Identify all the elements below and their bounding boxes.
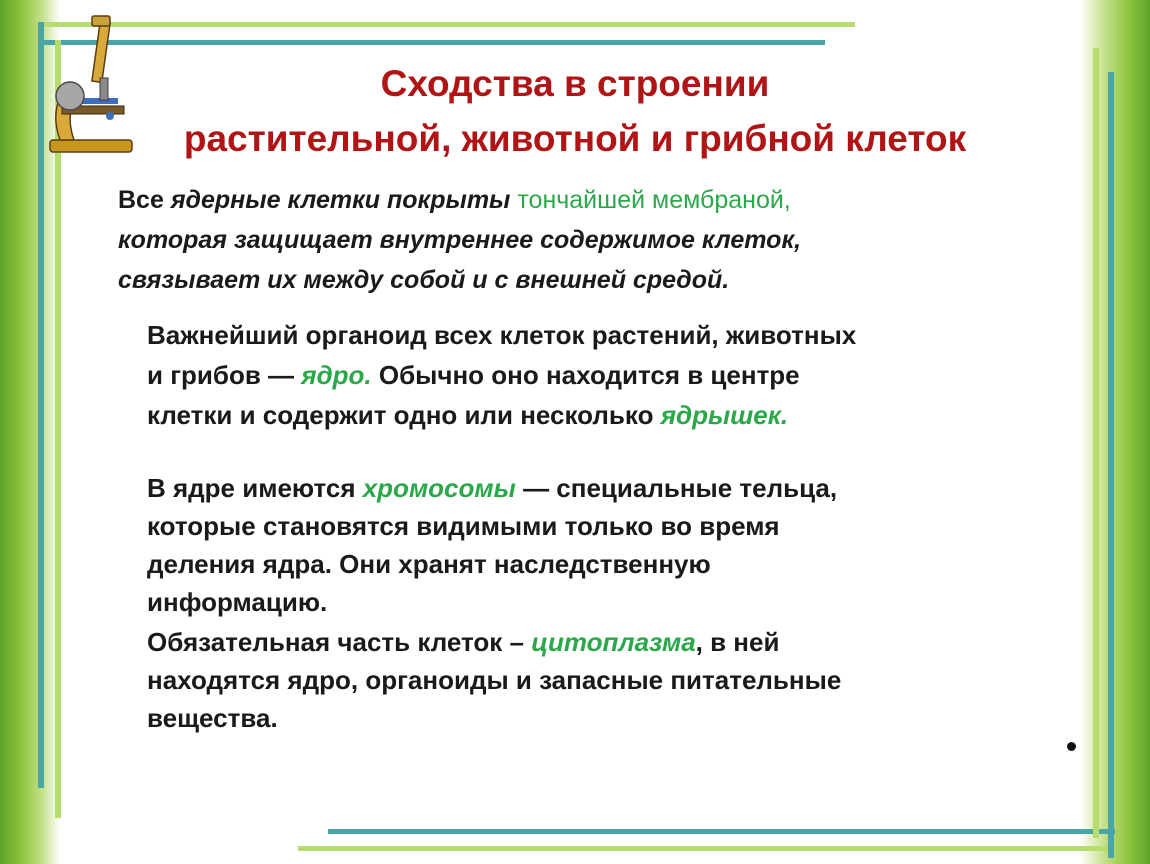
p3-highlight-chromosomes: хромосомы — [362, 473, 516, 503]
p4-text-e: вещества. — [147, 703, 278, 733]
p4-text-a: Обязательная часть клеток – — [147, 627, 532, 657]
slide-title — [60, 56, 1090, 166]
p1-text-d: которая защищает внутреннее содержимое клеток, — [118, 226, 802, 254]
p1-text-a: Все — [118, 186, 171, 214]
p1-text-b: ядерные клетки покрыты — [170, 186, 511, 214]
frame-bar-top-teal — [40, 40, 825, 45]
paragraph-chromosomes — [147, 469, 1047, 621]
p4-text-c: , в ней — [695, 627, 780, 657]
p4-highlight-cytoplasm: цитоплазма — [531, 627, 696, 657]
p4-text-d: находятся ядро, органоиды и запасные питательные — [147, 665, 842, 695]
frame-bar-bottom-teal — [328, 829, 1115, 834]
p1-highlight-membrane: тончайшей мембраной, — [510, 186, 791, 214]
p1-text-e: связывает их между собой и с внешней средой. — [118, 266, 730, 294]
frame-bar-bottom-green — [298, 846, 1115, 851]
p3-text-c: — специальные тельца, — [515, 473, 838, 503]
frame-bar-right-green — [1093, 48, 1099, 838]
p3-text-d: которые становятся видимыми только во время — [147, 511, 780, 541]
frame-bar-right-teal — [1108, 72, 1114, 858]
title-line-1: Сходства в строении — [380, 63, 770, 104]
title-line-2: растительной, животной и грибной клеток — [183, 118, 967, 159]
p3-text-f: информацию. — [147, 587, 328, 617]
p2-text-d: Обычно оно находится в центре — [371, 360, 800, 390]
p3-text-e: деления ядра. Они хранят наследственную — [147, 549, 711, 579]
paragraph-membrane — [118, 180, 1058, 300]
p3-text-a: В ядре имеются — [147, 473, 363, 503]
paragraph-nucleus — [147, 315, 1047, 435]
p2-text-a: Важнейший органоид всех клеток растений, животных — [147, 320, 857, 350]
paragraph-cytoplasm — [147, 623, 1047, 737]
p2-text-b: и грибов — — [147, 360, 302, 390]
p2-highlight-nucleoli: ядрышек. — [660, 400, 789, 430]
bullet-dot — [1067, 742, 1076, 751]
frame-bar-top-green — [40, 22, 855, 27]
p2-text-e: клетки и содержит одно или несколько — [147, 400, 661, 430]
p2-highlight-nucleus: ядро. — [301, 360, 372, 390]
right-gradient-edge — [1080, 0, 1150, 864]
